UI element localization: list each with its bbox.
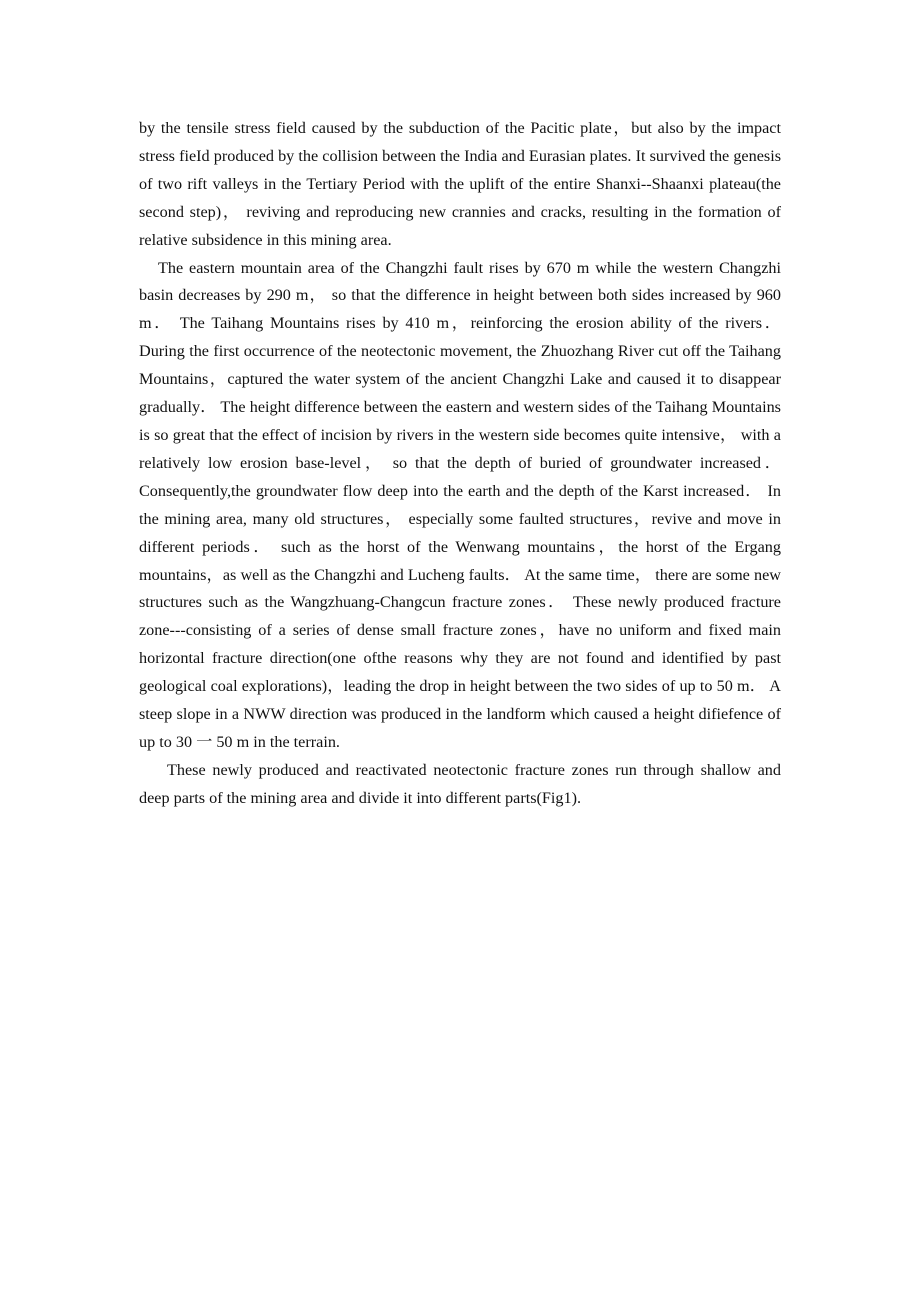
paragraph-continuation: by the tensile stress field caused by the subduction of the Pacitic plate，but also by the impact stress fieId produced by the collision between the India and Eurasian plates. It survived the genesis of two rift valleys in the Tertiary Period with the uplift of the entire Shanxi--Shaanxi plateau(the second step)， reviving and reproducing new crannies and cracks, resulting in the formation of relative subsidence in this mining area. [139, 119, 781, 249]
body-text [139, 115, 781, 813]
paragraph-fracture-zones: These newly produced and reactivated neotectonic fracture zones run through shallow and deep parts of the mining area and divide it into different parts(Fig1). [139, 760, 781, 807]
paragraph-changzhi-fault: The eastern mountain area of the Changzhi fault rises by 670 m while the western Changzhi basin decreases by 290 m， so that the difference in height between both sides increased by 960 m． The Taihang Mountains rises by 410 m，reinforcing the erosion ability of the rivers． During the first occurrence of the neotectonic movement, the Zhuozhang River cut off the Taihang Mountains，captured the water system of the ancient Changzhi Lake and caused it to disappear gradually． The height difference between the eastern and western sides of the Taihang Mountains is so great that the effect of incision by rivers in the western side becomes quite intensive， with a relatively low erosion base-level， so that the depth of buried of groundwater increased．Consequently,the groundwater flow deep into the earth and the depth of the Karst increased． In the mining area, many old structures， especially some faulted structures，revive and move in different periods． such as the horst of the Wenwang mountains，the horst of the Ergang mountains，as well as the Changzhi and Lucheng faults． At the same time， there are some new structures such as the Wangzhuang-Changcun fracture zones． These newly produced fracture zone---consisting of a series of dense small fracture zones，have no uniform and fixed main horizontal fracture direction(one ofthe reasons why they are not found and identified by past geological coal explorations)，leading the drop in height between the two sides of up to 50 m． A steep slope in a NWW direction was produced in the landform which caused a height difiefence of up to 30 一 50 m in the terrain. [139, 258, 781, 751]
